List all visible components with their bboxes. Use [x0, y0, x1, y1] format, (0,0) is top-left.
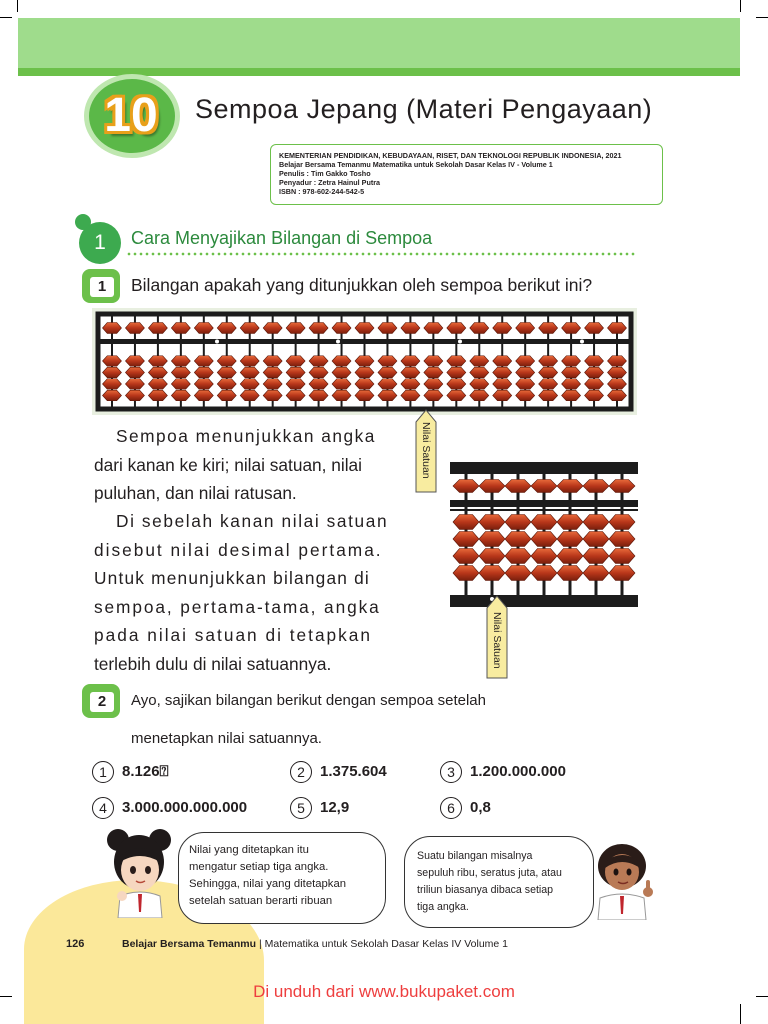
explanation-line: disebut nilai desimal pertama. [94, 539, 383, 560]
exercise-number: 3 [440, 761, 462, 783]
bubble-line: mengatur setiap tiga angka. [189, 861, 329, 873]
crop-mark [740, 1004, 741, 1024]
book-info-line: Penulis : Tim Gakko Tosho [279, 169, 371, 178]
explanation-line: Di sebelah kanan nilai satuan [116, 511, 389, 531]
callout-top-label: Nilai Satuan [420, 421, 432, 479]
question-2-text [131, 688, 591, 752]
exercise-value: 0,8 [470, 798, 491, 816]
exercise-value: 1.200.000.000 [470, 762, 566, 780]
section-title: Cara Menyajikan Bilangan di Sempoa [131, 228, 433, 248]
book-info-line: Belajar Bersama Temanmu Matematika untuk Sekolah Dasar Kelas IV - Volume 1 [279, 160, 553, 169]
exercise-value: 8.126⍰ [122, 762, 169, 780]
question-1-number: 1 [90, 277, 114, 297]
abacus-unit-dot [336, 340, 340, 344]
explanation-line: puluhan, dan nilai ratusan. [94, 483, 297, 504]
explanation-line: Sempoa menunjukkan angka [116, 426, 376, 446]
book-info-box [270, 144, 663, 205]
exercise-5 [290, 797, 349, 819]
question-1-text: Bilangan apakah yang ditunjukkan oleh sempoa berikut ini? [131, 275, 593, 295]
crop-mark [17, 0, 18, 12]
explanation-line: pada nilai satuan di tetapkan [94, 625, 373, 646]
girl-right-illustration [590, 840, 658, 920]
question-2-line: Ayo, sajikan bilangan berikut dengan sempoa setelah [131, 692, 486, 709]
girl-left-illustration [100, 826, 180, 918]
bubble-line: Suatu bilangan misalnya [417, 850, 533, 862]
page-number: 126 [66, 938, 85, 950]
header-band [18, 18, 740, 74]
question-2-number: 2 [90, 692, 114, 712]
section-number: 1 [94, 231, 106, 254]
book-info-line: Penyadur : Zetra Hainul Putra [279, 178, 381, 187]
exercise-number: 2 [290, 761, 312, 783]
explanation-paragraph-2 [94, 507, 406, 679]
question-2-line: menetapkan nilai satuannya. [131, 730, 322, 747]
abacus-unit-dot [580, 340, 584, 344]
exercise-number: 4 [92, 797, 114, 819]
bubble-line: Nilai yang ditetapkan itu [189, 844, 309, 856]
abacus-unit-dot [215, 340, 219, 344]
bubble-line: tiga angka. [417, 901, 469, 913]
exercise-1 [92, 761, 169, 783]
explanation-paragraph-1 [94, 422, 406, 508]
abacus-unit-dot [458, 340, 462, 344]
section-dotted-rule [126, 252, 636, 256]
exercise-value: 1.375.604 [320, 762, 387, 780]
exercise-value: 12,9 [320, 798, 350, 816]
question-2-box [82, 684, 120, 718]
exercise-value: 3.000.000.000.000 [122, 798, 248, 816]
abacus-large [92, 308, 637, 415]
exercise-number: 1 [92, 761, 114, 783]
speech-bubble-right [404, 836, 594, 928]
abacus-divider-bar [98, 339, 631, 344]
abacus-small-divider [450, 500, 638, 507]
exercise-number: 5 [290, 797, 312, 819]
exercise-2 [290, 761, 387, 783]
footer-text [122, 938, 508, 950]
exercise-3 [440, 761, 566, 783]
abacus-small [450, 462, 638, 607]
book-info-line: ISBN : 978-602-244-542-5 [279, 187, 365, 196]
explanation-line: dari kanan ke kiri; nilai satuan, nilai [94, 454, 363, 475]
footer-separator: | [258, 938, 262, 950]
explanation-line: Untuk menunjukkan bilangan di [94, 568, 370, 589]
bubble-line: triliun biasanya dibaca setiap [417, 884, 554, 896]
crop-mark [740, 0, 741, 12]
bubble-line: setelah satuan berarti ribuan [189, 895, 333, 907]
book-info-line: KEMENTERIAN PENDIDIKAN, KEBUDAYAAN, RISET, DAN TEKNOLOGI REPUBLIK INDONESIA, 2021 [279, 151, 622, 160]
speech-bubble-left [178, 832, 386, 924]
crop-mark [0, 17, 12, 18]
callout-bottom-label: Nilai Satuan [491, 611, 503, 669]
footer-book-title: Belajar Bersama Temanmu [122, 938, 257, 950]
bubble-line: sepuluh ribu, seratus juta, atau [417, 867, 562, 879]
explanation-line: terlebih dulu di nilai satuannya. [94, 653, 332, 674]
crop-mark [756, 17, 768, 18]
question-1-box [82, 269, 120, 303]
exercise-4 [92, 797, 247, 819]
exercise-number: 6 [440, 797, 462, 819]
footer-subtitle: Matematika untuk Sekolah Dasar Kelas IV Volume 1 [264, 938, 509, 950]
bubble-line: Sehingga, nilai yang ditetapkan [189, 878, 347, 890]
exercise-6 [440, 797, 491, 819]
explanation-line: sempoa, pertama-tama, angka [94, 596, 381, 617]
chapter-number: 10 [104, 89, 158, 142]
chapter-title: Sempoa Jepang (Materi Pengayaan) [195, 94, 653, 124]
download-watermark: Di unduh dari www.bukupaket.com [253, 982, 515, 1001]
